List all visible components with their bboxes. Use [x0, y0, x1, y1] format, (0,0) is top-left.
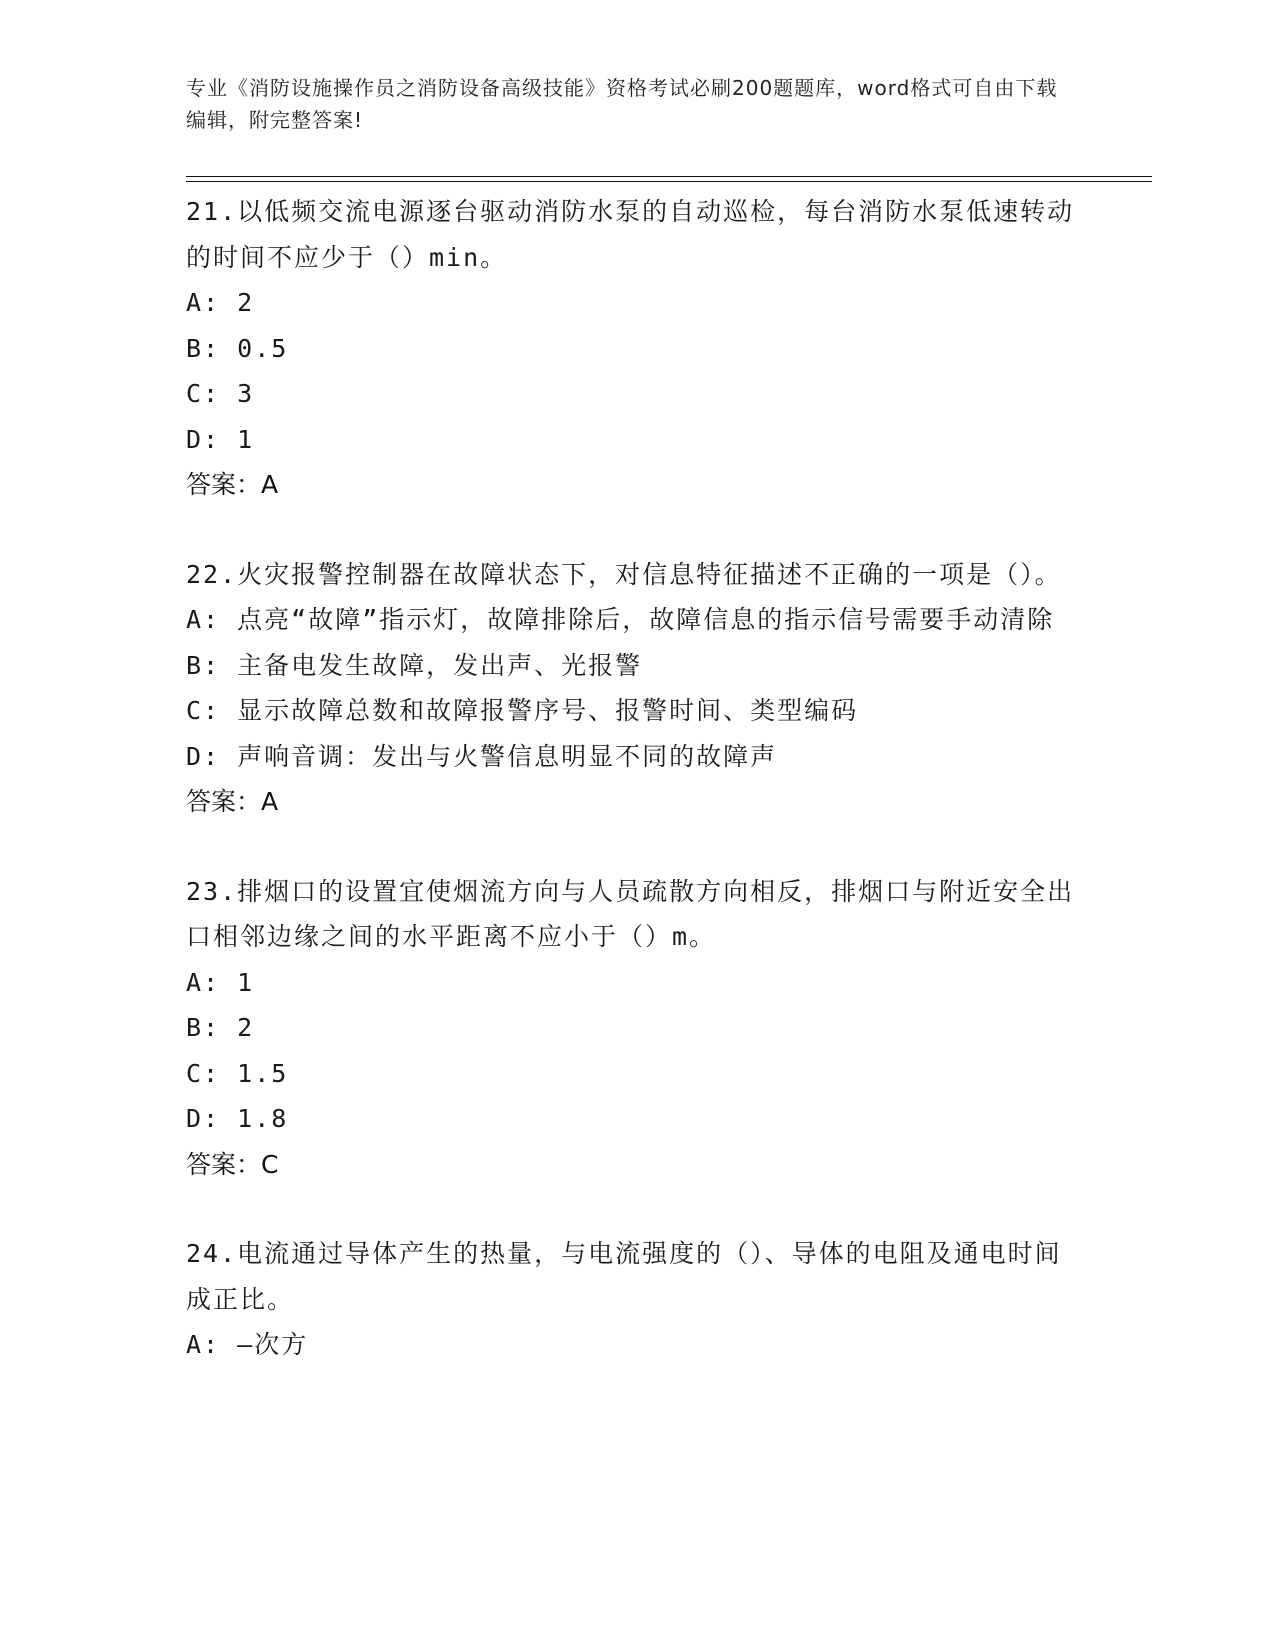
option-d: D: 1.8 — [186, 1104, 289, 1133]
option-a: A: 1 — [186, 967, 255, 997]
option-c: C: 1.5 — [186, 1058, 289, 1088]
option-c: C: 3 — [186, 379, 255, 408]
answer-label: 答案：A — [186, 470, 279, 499]
option-b: B: 2 — [186, 1013, 255, 1042]
option-d: D: 1 — [186, 424, 255, 454]
question-24 — [186, 1231, 1086, 1368]
option-a: A: 点亮“故障”指示灯，故障排除后，故障信息的指示信号需要手动清除 — [186, 605, 1055, 634]
question-21 — [186, 189, 1086, 508]
page-header — [186, 72, 1066, 136]
question-22 — [186, 552, 1086, 825]
option-a: A: 2 — [186, 288, 255, 317]
option-b: B: 0.5 — [186, 333, 289, 363]
page-title: 专业《消防设施操作员之消防设备高级技能》资格考试必刷200题题库，word格式可自由下载编辑，附完整答案! — [186, 76, 1058, 132]
question-stem: 22.火灾报警控制器在故障状态下，对信息特征描述不正确的一项是（）。 — [186, 559, 1062, 589]
header-divider-bottom — [186, 181, 1152, 182]
option-d: D: 声响音调：发出与火警信息明显不同的故障声 — [186, 741, 778, 771]
option-a: A: —次方 — [186, 1330, 309, 1359]
header-divider-top — [186, 176, 1152, 177]
question-stem: 23.排烟口的设置宜使烟流方向与人员疏散方向相反，排烟口与附近安全出口相邻边缘之间的水平距离不应小于（）m。 — [186, 876, 1075, 951]
question-list — [186, 189, 1086, 1412]
question-stem: 21.以低频交流电源逐台驱动消防水泵的自动巡检，每台消防水泵低速转动的时间不应少于（）min。 — [186, 197, 1075, 272]
answer-label: 答案：A — [186, 787, 279, 816]
question-stem: 24.电流通过导体产生的热量，与电流强度的（）、导体的电阻及通电时间成正比。 — [186, 1239, 1062, 1314]
answer-label: 答案：C — [186, 1149, 279, 1179]
option-b: B: 主备电发生故障，发出声、光报警 — [186, 650, 643, 680]
question-23 — [186, 869, 1086, 1188]
option-c: C: 显示故障总数和故障报警序号、报警时间、类型编码 — [186, 696, 859, 725]
